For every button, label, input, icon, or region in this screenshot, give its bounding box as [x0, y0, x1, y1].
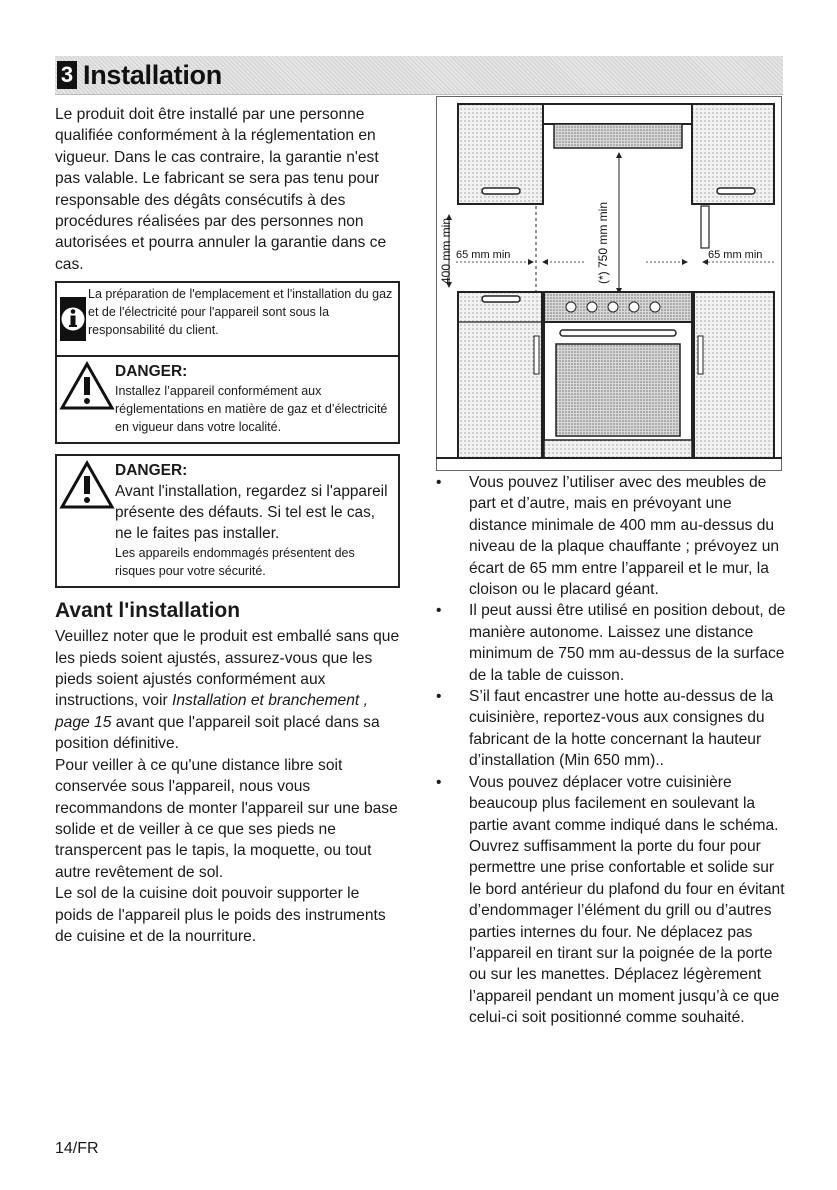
- info-note-text: La préparation de l'emplacement et l'installation du gaz et de l'électricité pour l'appareil sont sous la responsabilité du client.: [88, 287, 393, 338]
- section-title: Installation: [83, 60, 222, 90]
- danger-title-2: DANGER:: [115, 462, 188, 480]
- intro-paragraph: Le produit doit être installé par une personne qualifiée conformément à la réglementation en vigueur. Dans le cas contraire, la garantie n'est pas valable. Le fabricant se sera pas tenu pour responsable des dégâts consécutifs à des procédures réalisées par des personnes non autorisées et pourra annuler la garantie dans ce cas.: [55, 106, 387, 273]
- before-p1-end: avant que l'appareil soit placé dans sa position définitive.: [55, 713, 380, 753]
- subsection-title: Avant l'installation: [55, 599, 241, 623]
- danger-text-2: Avant l'installation, regardez si l'appareil présente des défauts. Si tel est le cas, ne le faites pas installer.: [115, 483, 388, 543]
- list-item: • Il peut aussi être utilisé en position debout, de manière autonome. Laissez une distance minimum de 750 mm au-dessus de la surface de la table de cuisson.: [436, 602, 786, 684]
- before-paragraph-2: Pour veiller à ce qu'une distance libre soit conservée sous l'appareil, nous vous recommandons de monter l'appareil sur une base solide et de veiller à ce que ses pieds ne transpercent pas le tapis, la moquette, ou tout autre revêtement de sol.: [55, 756, 398, 881]
- bullet-marker: •: [436, 773, 442, 791]
- warning-icon: [59, 361, 115, 416]
- left-column: [55, 104, 400, 947]
- danger-title-1: DANGER:: [115, 363, 188, 381]
- danger-box-1: [55, 357, 400, 444]
- dimension-label-65-left: 65 mm min: [456, 249, 511, 261]
- list-item: • Vous pouvez l’utiliser avec des meubles de part et d’autre, mais en prévoyant une distance minimale de 400 mm au-dessus du niveau de la plaque chauffante ; prévoyez un écart de 65 mm entre l’appareil et le mur, la cloison ou le placard géant.: [436, 474, 780, 599]
- list-item: • S’il faut encastrer une hotte au-dessus de la cuisinière, reportez-vous aux consignes du fabricant de la hotte concernant la hauteur d’installation (Min 650 mm)..: [436, 688, 774, 770]
- bullet-list: [436, 472, 786, 1029]
- installation-clearance-diagram: [436, 96, 782, 473]
- list-item: • Vous pouvez déplacer votre cuisinière beaucoup plus facilement en soulevant la partie avant comme indiqué dans le schéma. Ouvrez suffisamment la porte du four pour permettre une prise confortable et solide sur le bord antérieur du plafond du four en évitant d’endommager l’élément du grill ou d’autres parties internes du four. Ne déplacez pas l’appareil en tirant sur la poignée de la porte ou sur les manettes. Déplacez légèrement l’appareil pendant un moment jusqu’à ce que celui-ci soit positionné comme souhaité.: [436, 773, 785, 1027]
- info-note-box: [55, 281, 400, 357]
- dimension-label-750: (*) 750 mm min: [596, 201, 610, 284]
- bullet-marker: •: [436, 602, 442, 620]
- danger-box-2: [55, 454, 400, 588]
- dimension-label-65-right: 65 mm min: [708, 249, 763, 261]
- before-p1-start: Veuillez noter que le produit est emballé sans que les pieds soient ajustés, assurez-vous que les pieds soient ajustés conformément aux instructions, voir: [55, 628, 400, 710]
- dimension-label-400: 400 mm min: [439, 217, 453, 284]
- info-icon: [60, 297, 86, 346]
- before-paragraph-3: Le sol de la cuisine doit pouvoir supporter le poids de l'appareil plus le poids des instruments de cuisine et de la nourriture.: [55, 885, 386, 945]
- section-header: [55, 56, 783, 95]
- warning-icon: [59, 460, 115, 515]
- right-column: [436, 472, 786, 1029]
- cross-reference-link[interactable]: Installation et branchement , page 15: [55, 692, 368, 731]
- bullet-marker: •: [436, 688, 442, 706]
- danger-text-1: Installez l’appareil conformément aux réglementations en matière de gaz et d’électricité en vigueur dans votre localité.: [115, 384, 388, 435]
- bullet-marker: •: [436, 474, 442, 491]
- section-number: 3: [57, 61, 77, 89]
- page-number: 14/FR: [55, 1140, 99, 1157]
- before-paragraph-1: [55, 626, 400, 754]
- danger-note-2: Les appareils endommagés présentent des risques pour votre sécurité.: [115, 546, 355, 579]
